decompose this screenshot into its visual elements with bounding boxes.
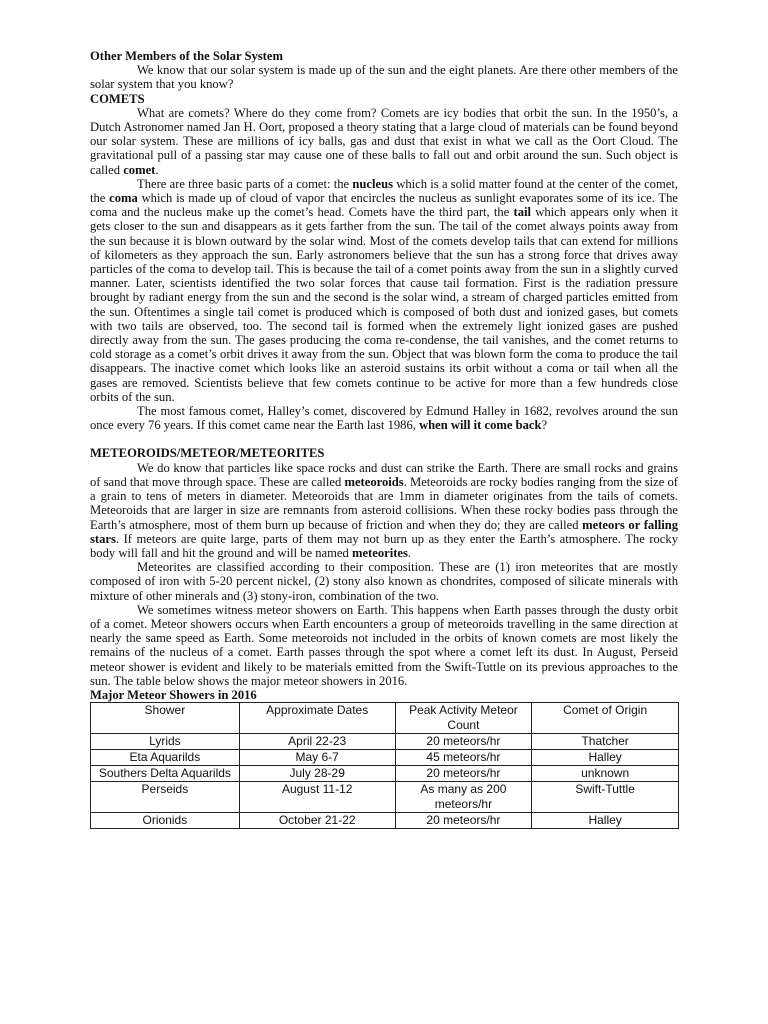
column-header: Approximate Dates: [239, 703, 395, 734]
comets-paragraph-3: The most famous comet, Halley’s comet, discovered by Edmund Halley in 1682, revolves around the sun once every 76 years. If this comet came near the Earth last 1986, when will it come back?: [90, 404, 678, 433]
table-row: [91, 782, 679, 813]
table-cell: May 6-7: [239, 750, 395, 766]
comets-paragraph-1: What are comets? Where do they come from? Comets are icy bodies that orbit the sun. In the 1950’s, a Dutch Astronomer named Jan H. Oort, proposed a theory stating that a large cloud of materials can be found beyond our solar system. These are millions of icy balls, gas and dust that exist in what we call as the Oort Cloud. The gravitational pull of a passing star may cause one of these balls to fall out and orbit around the sun. Such object is called comet.: [90, 105, 678, 177]
meteoroids-paragraph-3: We sometimes witness meteor showers on Earth. This happens when Earth passes through the dusty orbit of a comet. Meteor showers occurs when Earth encounters a group of meteoroids travelling in the same direction at nearly the same speed as Earth. Some meteoroids not included in the orbits of known comets are most likely the remains of the nucleus of a comet. Earth passes through the spot where a comet left its dust. In August, Perseid meteor shower is evident and likely to be materials emitted from the Swift-Tuttle on its previous approaches to the sun. The table below shows the major meteor showers in 2016.: [90, 602, 678, 688]
table-row: [91, 813, 679, 829]
table-title: Major Meteor Showers in 2016: [90, 687, 257, 702]
table-cell: Halley: [532, 813, 679, 829]
table-cell: Thatcher: [532, 734, 679, 750]
table-cell: Halley: [532, 750, 679, 766]
table-row: [91, 766, 679, 782]
table-row: [91, 750, 679, 766]
table-cell: Perseids: [91, 782, 240, 813]
column-header: Peak Activity Meteor Count: [395, 703, 532, 734]
column-header: Comet of Origin: [532, 703, 679, 734]
table-row: [91, 734, 679, 750]
table-cell: As many as 200 meteors/hr: [395, 782, 532, 813]
intro-paragraph: We know that our solar system is made up of the sun and the eight planets. Are there other members of the solar system that you know?: [90, 63, 678, 92]
table-cell: Eta Aquarilds: [91, 750, 240, 766]
table-cell: Lyrids: [91, 734, 240, 750]
comets-paragraph-2: There are three basic parts of a comet: the nucleus which is a solid matter found at the center of the comet, the coma which is made up of cloud of vapor that encircles the nucleus as sunlight evaporates some of its ice. The coma and the nucleus make up the comet’s head. Comets have the third part, the tail which appears only when it gets closer to the sun and disappears as it gets farther from the sun. The tail of the comet always points away from the sun because it is blown outward by the solar wind. Most of the comets develop tails that can extend for millions of kilometers as they approach the sun. Early astronomers believe that the sun has a strong force that drives away particles of the coma to develop tail. This is because the tail of a comet points away from the sun in a slightly curved manner. Later, scientists identified the two solar forces that cause tail formation. First is the radiation pressure brought by radiant energy from the sun and the second is the solar wind, a stream of charged particles emitted from the sun. Oftentimes a single tail comet is produced which is composed of both dust and ionized gases, but comets with two tails are observed, too. The second tail is formed when the extremely light ionized gases are pushed directly away from the sun. The gases producing the coma re-condense, the tail vanishes, and the comet returns to cold storage as a comet’s orbit drives it away from the sun. Object that was blown form the coma to produce the tail disappears. The inactive comet which looks like an asteroid sustains its orbit without a coma or tail when all the gases are removed. Scientists believe that few comets continue to be active for more than a few hundreds close orbits of the sun.: [90, 176, 679, 404]
table-cell: Orionids: [91, 813, 240, 829]
table-cell: July 28-29: [239, 766, 395, 782]
meteor-showers-table: [90, 702, 679, 829]
section-gap: [90, 432, 678, 446]
table-cell: 45 meteors/hr: [395, 750, 532, 766]
meteoroids-paragraph-1: We do know that particles like space rocks and dust can strike the Earth. There are small rocks and grains of sand that move through space. These are called meteoroids. Meteoroids are rocky bodies ranging from the size of a grain to tens of meters in diameter. Meteoroids that are 1mm in diameter originates from the tails of comets. Meteoroids that are larger in size are remnants from asteroid collisions. When these rocky bodies pass through the Earth’s atmosphere, most of them burn up because of friction and when they do; they are called meteors or falling stars. If meteors are quite large, parts of them may not burn up as they enter the Earth’s atmosphere. The rocky body will fall and hit the ground and will be named meteorites.: [90, 460, 678, 560]
table-cell: April 22-23: [239, 734, 395, 750]
document-title: Other Members of the Solar System: [90, 49, 283, 63]
meteoroids-heading: METEOROIDS/METEOR/METEORITES: [90, 446, 325, 461]
table-cell: October 21-22: [239, 813, 395, 829]
table-cell: 20 meteors/hr: [395, 813, 532, 829]
table-cell: 20 meteors/hr: [395, 734, 532, 750]
table-header-row: [91, 703, 679, 734]
comets-heading: COMETS: [90, 91, 145, 106]
document-page: [90, 49, 678, 829]
column-header: Shower: [91, 703, 240, 734]
meteoroids-paragraph-2: Meteorites are classified according to their composition. These are (1) iron meteorites that are mostly composed of iron with 5-20 percent nickel, (2) stony also known as chondrites, composed of silicate minerals with mixture of other minerals and (3) stony-iron, combination of the two.: [90, 560, 678, 603]
table-cell: unknown: [532, 766, 679, 782]
table-cell: 20 meteors/hr: [395, 766, 532, 782]
table-cell: Southers Delta Aquarilds: [91, 766, 240, 782]
table-cell: Swift-Tuttle: [532, 782, 679, 813]
table-cell: August 11-12: [239, 782, 395, 813]
